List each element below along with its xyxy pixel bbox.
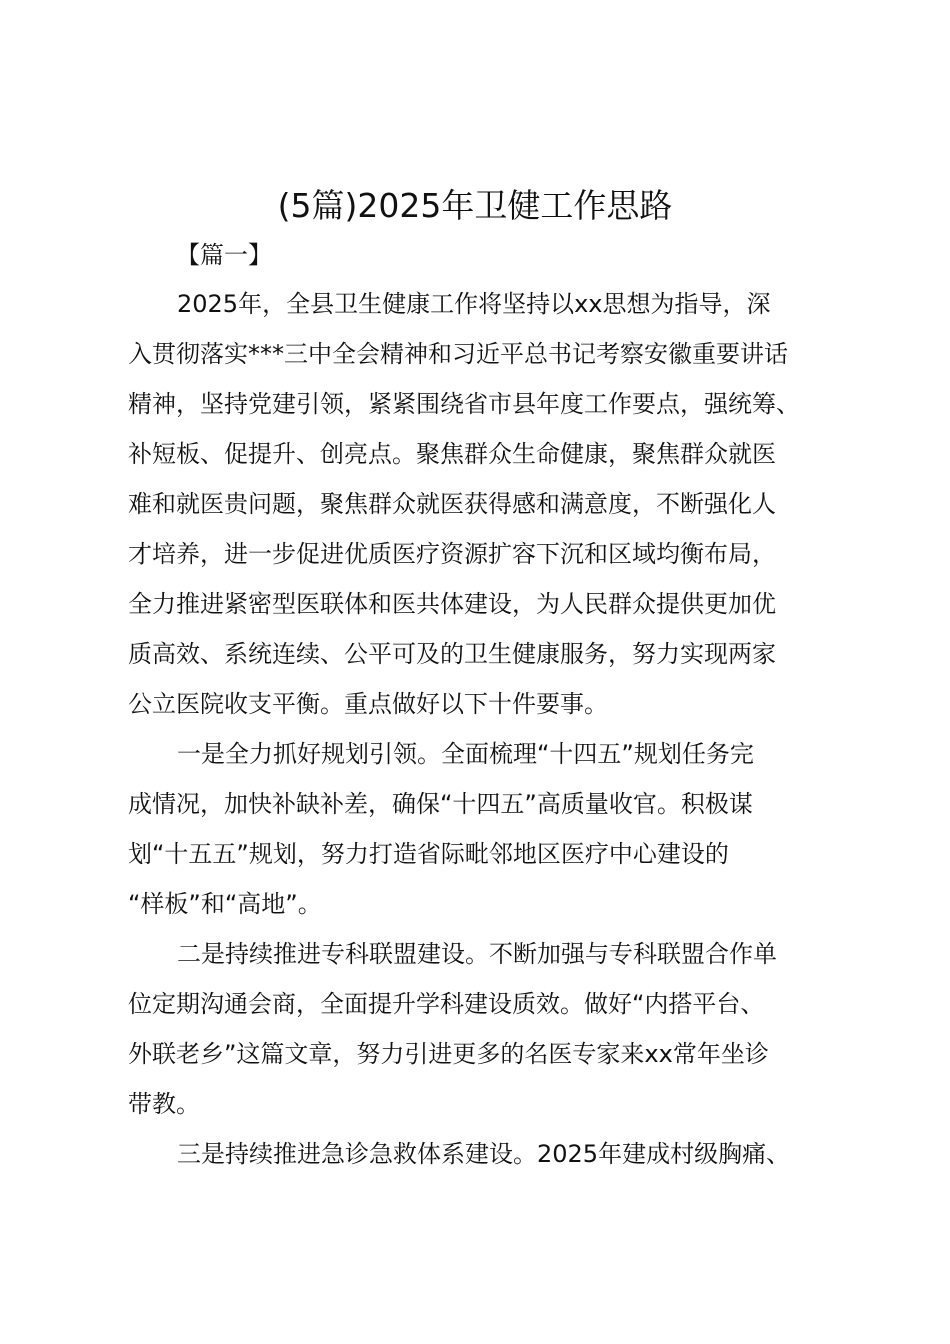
text-line: 才培养，进一步促进优质医疗资源扩容下沉和区域均衡布局， (128, 540, 776, 568)
paragraph-2 (128, 729, 838, 929)
text-line: 入贯彻落实***三中全会精神和习近平总书记考察安徽重要讲话 (128, 340, 788, 368)
text-line: 划“十五五”规划，努力打造省际毗邻地区医疗中心建设的 (128, 840, 729, 868)
paragraph-3 (128, 929, 838, 1129)
text-line: 公立医院收支平衡。重点做好以下十件要事。 (128, 690, 608, 718)
document-body (128, 279, 838, 1179)
section-label: 【篇一】 (176, 241, 272, 269)
text-line: 成情况，加快补缺补差，确保“十四五”高质量收官。积极谋 (128, 790, 753, 818)
text-line: 一是全力抓好规划引领。全面梳理“十四五”规划任务完 (177, 740, 754, 768)
text-line: 质高效、系统连续、公平可及的卫生健康服务，努力实现两家 (128, 640, 776, 668)
text-line: 精神，坚持党建引领，紧紧围绕省市县年度工作要点，强统筹、 (128, 390, 800, 418)
text-line: 外联老乡”这篇文章，努力引进更多的名医专家来xx常年坐诊 (128, 1040, 769, 1068)
text-line: 补短板、促提升、创亮点。聚焦群众生命健康，聚焦群众就医 (128, 440, 776, 468)
text-line: 三是持续推进急诊急救体系建设。2025年建成村级胸痛、 (177, 1140, 791, 1168)
text-line: 难和就医贵问题，聚焦群众就医获得感和满意度，不断强化人 (128, 490, 776, 518)
text-line: 位定期沟通会商，全面提升学科建设质效。做好“内搭平台、 (128, 990, 765, 1018)
document-title: (5篇)2025年卫健工作思路 (277, 186, 673, 225)
paragraph-1 (128, 279, 838, 729)
text-line: “样板”和“高地”。 (128, 890, 322, 918)
text-line: 带教。 (128, 1090, 200, 1118)
text-line: 全力推进紧密型医联体和医共体建设，为人民群众提供更加优 (128, 590, 776, 618)
text-line: 2025年，全县卫生健康工作将坚持以xx思想为指导，深 (177, 290, 771, 318)
paragraph-4 (128, 1129, 838, 1179)
text-line: 二是持续推进专科联盟建设。不断加强与专科联盟合作单 (177, 940, 777, 968)
